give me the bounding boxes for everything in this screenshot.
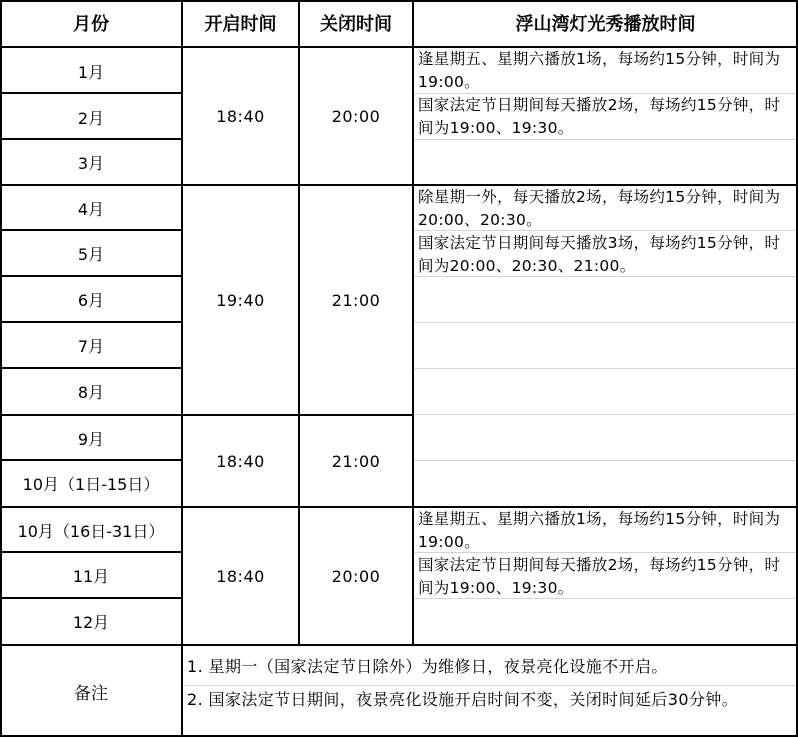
table-border bbox=[0, 184, 798, 186]
month-cell: 9月 bbox=[77, 429, 105, 449]
header-close-time: 关闭时间 bbox=[320, 14, 392, 35]
grid-line bbox=[414, 322, 798, 323]
table-border bbox=[181, 0, 183, 737]
table-border bbox=[0, 367, 182, 369]
month-cell: 2月 bbox=[77, 108, 105, 128]
table-border bbox=[0, 0, 798, 2]
month-cell: 11月 bbox=[72, 566, 110, 586]
table-border bbox=[0, 229, 182, 231]
month-cell: 10月（16日-31日） bbox=[17, 521, 165, 541]
open-time-cell: 19:40 bbox=[216, 290, 265, 310]
grid-line bbox=[414, 230, 798, 231]
show-holiday-text: 国家法定节日期间每天播放3场，每场约15分钟，时间为20:00、20:30、21:00。 bbox=[418, 234, 781, 275]
grid-line bbox=[414, 460, 798, 461]
table-border bbox=[0, 506, 798, 508]
close-time-cell: 21:00 bbox=[331, 290, 381, 310]
table-border bbox=[0, 0, 2, 737]
show-description bbox=[414, 48, 798, 184]
table-border bbox=[0, 644, 798, 646]
show-regular-text: 逢星期五、星期六播放1场，每场约15分钟，时间为19:00。 bbox=[418, 50, 781, 91]
month-cell: 7月 bbox=[77, 336, 105, 356]
grid-line bbox=[414, 93, 798, 94]
show-regular-text: 逢星期五、星期六播放1场，每场约15分钟，时间为19:00。 bbox=[418, 510, 781, 551]
table-border bbox=[298, 0, 300, 646]
header-open-time: 开启时间 bbox=[204, 14, 277, 35]
grid-line bbox=[414, 139, 798, 140]
open-time-cell: 18:40 bbox=[216, 106, 265, 126]
table-border bbox=[0, 275, 182, 277]
grid-line bbox=[183, 685, 798, 686]
remark-item bbox=[183, 655, 798, 683]
month-cell: 3月 bbox=[77, 153, 105, 173]
table-border bbox=[0, 551, 182, 553]
header-show-time: 浮山湾灯光秀播放时间 bbox=[515, 14, 696, 35]
grid-line bbox=[414, 598, 798, 599]
show-holiday-text: 国家法定节日期间每天播放2场，每场约15分钟，时间为19:00、19:30。 bbox=[418, 96, 781, 137]
open-time-cell: 18:40 bbox=[216, 451, 265, 471]
month-cell: 4月 bbox=[77, 199, 105, 219]
remark-item bbox=[183, 688, 798, 737]
grid-line bbox=[414, 552, 798, 553]
month-cell: 1月 bbox=[77, 62, 105, 82]
open-time-cell: 18:40 bbox=[216, 566, 265, 586]
table-border bbox=[0, 459, 182, 461]
table-border bbox=[0, 92, 182, 94]
month-cell: 6月 bbox=[77, 290, 105, 310]
month-cell: 12月 bbox=[72, 612, 110, 632]
table-border bbox=[0, 46, 798, 48]
month-cell: 10月（1日-15日） bbox=[22, 474, 160, 494]
close-time-cell: 20:00 bbox=[331, 566, 381, 586]
month-cell: 5月 bbox=[77, 244, 105, 264]
show-regular-text: 除星期一外，每天播放2场，每场约15分钟，时间为20:00、20:30。 bbox=[418, 188, 781, 229]
remarks-label: 备注 bbox=[74, 684, 108, 704]
remark-text: 1. 星期一（国家法定节日除外）为维修日，夜景亮化设施不开启。 bbox=[187, 657, 668, 676]
table-border bbox=[0, 321, 182, 323]
show-holiday-text: 国家法定节日期间每天播放2场，每场约15分钟，时间为19:00、19:30。 bbox=[418, 556, 781, 597]
table-border bbox=[0, 597, 182, 599]
show-description bbox=[414, 186, 798, 506]
month-cell: 8月 bbox=[77, 382, 105, 402]
table-border bbox=[412, 0, 414, 646]
show-description bbox=[414, 508, 798, 644]
table-border bbox=[0, 414, 413, 416]
header-month: 月份 bbox=[73, 14, 109, 35]
close-time-cell: 21:00 bbox=[331, 451, 381, 471]
grid-line bbox=[414, 368, 798, 369]
grid-line bbox=[414, 276, 798, 277]
table-border bbox=[0, 138, 182, 140]
grid-line bbox=[414, 414, 798, 415]
remark-text: 2. 国家法定节日期间，夜景亮化设施开启时间不变，关闭时间延后30分钟。 bbox=[187, 690, 739, 709]
close-time-cell: 20:00 bbox=[331, 106, 381, 126]
